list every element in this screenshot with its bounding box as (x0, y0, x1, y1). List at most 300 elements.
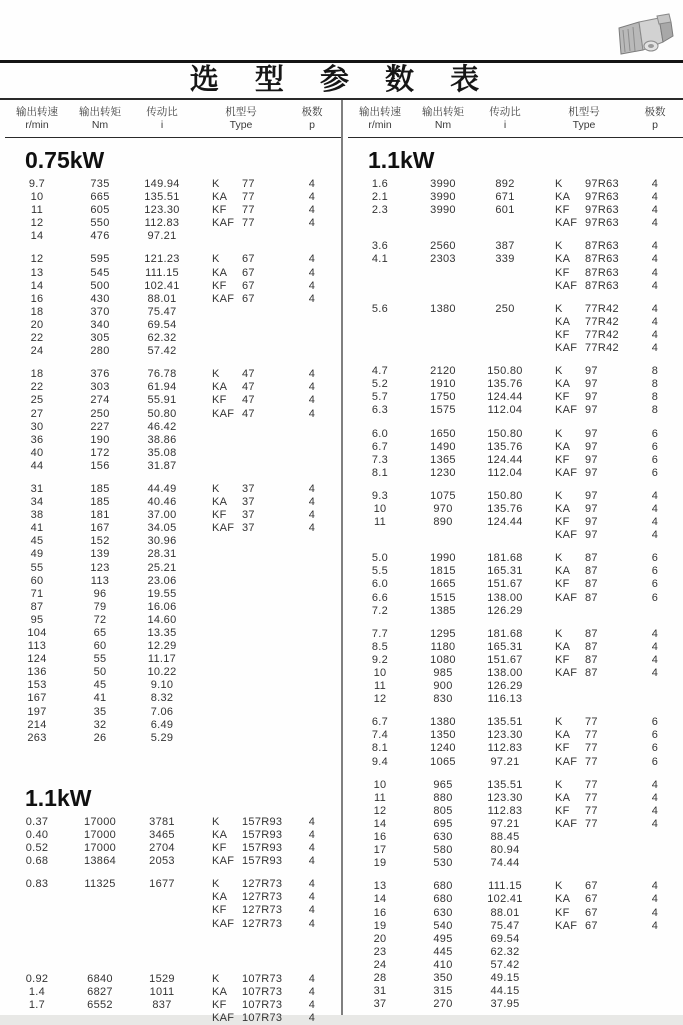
type-prefix: KAF (555, 755, 578, 768)
cell-output-speed: 136 (27, 666, 47, 679)
table-row (348, 654, 683, 667)
cell-poles: 4 (651, 253, 659, 266)
cell-ratio: 116.13 (487, 693, 523, 706)
cell-output-torque: 1240 (430, 742, 456, 755)
cell-poles: 6 (651, 466, 659, 479)
cell-output-torque: 167 (90, 522, 110, 535)
type-model: 77 (585, 791, 598, 804)
type-prefix: KAF (212, 917, 235, 930)
table-row (348, 818, 683, 831)
table-row (5, 253, 341, 266)
type-model: 127R73 (242, 917, 283, 930)
type-prefix: KA (555, 378, 571, 391)
cell-ratio: 80.94 (490, 844, 520, 857)
type-prefix: KF (555, 804, 570, 817)
header-cell (69, 106, 131, 132)
cell-ratio: 123.30 (487, 791, 523, 804)
type-group (348, 490, 683, 542)
cell-output-torque: 17000 (83, 815, 117, 828)
cell-output-speed: 6.7 (371, 716, 389, 729)
cell-ratio: 37.00 (147, 509, 177, 522)
table-column-left (0, 100, 341, 1024)
type-prefix: K (212, 972, 220, 985)
cell-output-torque: 445 (433, 945, 453, 958)
cell-output-speed: 7.3 (371, 453, 389, 466)
cell-output-speed: 87 (30, 600, 44, 613)
table-row (348, 880, 683, 893)
table-row (348, 998, 683, 1011)
cell-output-torque: 1910 (430, 378, 456, 391)
cell-output-speed: 0.52 (25, 842, 49, 855)
cell-output-speed: 37 (373, 998, 387, 1011)
cell-output-torque: 580 (433, 844, 453, 857)
header-unit: r/min (368, 118, 392, 131)
type-model: 77R42 (585, 315, 619, 328)
table-row (5, 293, 341, 306)
type-model: 157R93 (242, 842, 283, 855)
cell-output-speed: 167 (27, 692, 47, 705)
cell-poles: 6 (651, 440, 659, 453)
table-row (348, 191, 683, 204)
type-model: 107R73 (242, 985, 283, 998)
cell-poles: 4 (308, 292, 316, 305)
cell-type (536, 716, 632, 729)
type-prefix: KF (555, 578, 570, 591)
cell-ratio: 181.68 (487, 552, 523, 565)
table-row (348, 729, 683, 742)
cell-output-torque: 376 (90, 368, 110, 381)
table-row (348, 756, 683, 769)
cell-output-speed: 12 (373, 693, 387, 706)
cell-poles: 4 (308, 394, 316, 407)
type-group (348, 178, 683, 230)
table-row (348, 253, 683, 266)
type-group (348, 365, 683, 417)
type-model: 47 (242, 394, 255, 407)
cell-type (536, 529, 632, 542)
table-row (348, 329, 683, 342)
type-group (5, 878, 341, 930)
cell-output-speed: 104 (27, 627, 47, 639)
cell-ratio: 76.78 (147, 368, 177, 381)
column-header (5, 100, 341, 138)
type-model: 97 (585, 378, 598, 391)
cell-output-torque: 1385 (430, 604, 456, 617)
cell-ratio: 6.49 (150, 718, 174, 731)
type-prefix: KF (212, 842, 227, 855)
type-model: 97R63 (585, 191, 619, 204)
type-prefix: K (555, 716, 563, 729)
table-row (348, 972, 683, 985)
cell-type (536, 742, 632, 755)
cell-output-torque: 965 (433, 778, 453, 791)
table-row (5, 640, 341, 653)
cell-output-torque: 185 (90, 482, 110, 495)
cell-poles: 8 (651, 391, 659, 404)
cell-ratio: 44.15 (490, 985, 520, 998)
table-row (348, 391, 683, 404)
cell-output-speed: 25 (30, 394, 44, 407)
cell-output-speed: 11 (30, 204, 44, 217)
table-row (5, 855, 341, 868)
table-row (5, 999, 341, 1012)
type-model: 37 (242, 522, 255, 535)
cell-ratio: 126.29 (487, 604, 523, 617)
type-prefix: KF (555, 328, 570, 341)
cell-output-speed: 4.7 (371, 365, 389, 378)
cell-ratio: 150.80 (487, 365, 523, 378)
type-prefix: KA (212, 891, 228, 904)
cell-ratio: 102.41 (144, 279, 180, 292)
type-prefix: KAF (212, 855, 235, 868)
cell-ratio: 151.67 (487, 578, 523, 591)
cell-output-speed: 14 (30, 230, 44, 243)
type-model: 67 (585, 919, 598, 932)
type-model: 97 (585, 502, 598, 515)
header-cell (348, 106, 412, 132)
cell-poles: 4 (308, 917, 316, 930)
cell-output-speed: 41 (30, 522, 44, 535)
cell-output-torque: 540 (433, 919, 453, 932)
header-label: 传动比 (146, 105, 178, 118)
table-row (348, 792, 683, 805)
cell-output-torque: 1750 (430, 391, 456, 404)
header-label: 输出转速 (16, 105, 58, 118)
table-row (5, 460, 341, 473)
cell-output-speed: 0.83 (25, 878, 49, 891)
type-model: 87R63 (585, 240, 619, 253)
table-row (5, 548, 341, 561)
type-prefix: KF (212, 394, 227, 407)
type-prefix: KA (555, 565, 571, 578)
cell-output-torque: 6840 (87, 972, 113, 985)
cell-poles: 4 (651, 516, 659, 529)
table-row (348, 280, 683, 293)
type-prefix: KF (212, 998, 227, 1011)
cell-output-torque: 1575 (430, 404, 456, 417)
type-prefix: KA (555, 502, 571, 515)
cell-type (536, 441, 632, 454)
cell-output-speed: 36 (30, 433, 44, 446)
type-model: 47 (242, 368, 255, 381)
cell-output-torque: 3990 (430, 191, 456, 204)
cell-output-torque: 181 (90, 509, 110, 522)
cell-poles: 4 (651, 302, 659, 315)
table-row (5, 434, 341, 447)
cell-poles: 6 (651, 427, 659, 440)
type-group (348, 779, 683, 871)
cell-ratio: 124.44 (487, 453, 523, 466)
cell-ratio: 7.06 (150, 705, 174, 718)
table-row (5, 332, 341, 345)
cell-type (193, 178, 289, 191)
type-model: 77 (585, 742, 598, 755)
cell-type (536, 805, 632, 818)
cell-ratio: 57.42 (490, 958, 520, 971)
cell-type (536, 240, 632, 253)
type-prefix: KA (212, 266, 228, 279)
table-row (5, 842, 341, 855)
header-cell (193, 106, 289, 132)
cell-output-speed: 23 (373, 945, 387, 958)
cell-poles: 4 (308, 522, 316, 535)
cell-output-torque: 595 (90, 253, 110, 266)
cell-output-torque: 96 (93, 587, 107, 600)
cell-type (193, 191, 289, 204)
table-row (5, 878, 341, 891)
cell-poles: 4 (308, 368, 316, 381)
type-model: 87 (585, 565, 598, 578)
table-row (348, 503, 683, 516)
header-cell (632, 106, 678, 132)
cell-type (536, 428, 632, 441)
header-unit: Type (229, 118, 253, 131)
type-group (348, 880, 683, 1011)
cell-ratio: 97.21 (147, 230, 177, 243)
cell-output-torque: 3990 (430, 204, 456, 217)
cell-output-speed: 8.1 (371, 742, 389, 755)
cell-ratio: 57.42 (147, 345, 177, 358)
cell-poles: 4 (651, 315, 659, 328)
cell-type (193, 1012, 289, 1025)
cell-output-torque: 274 (90, 394, 110, 407)
cell-poles: 4 (308, 878, 316, 891)
type-prefix: K (212, 368, 220, 381)
cell-output-speed: 1.6 (371, 178, 389, 190)
cell-ratio: 250 (495, 302, 515, 315)
cell-poles: 6 (651, 552, 659, 565)
cell-poles: 4 (308, 253, 316, 266)
table-row (5, 904, 341, 917)
table-row (348, 565, 683, 578)
cell-poles: 4 (651, 791, 659, 804)
cell-type (193, 394, 289, 407)
cell-output-torque: 530 (433, 857, 453, 870)
type-model: 77 (585, 716, 598, 729)
cell-ratio: 46.42 (147, 420, 177, 433)
cell-type (536, 267, 632, 280)
cell-type (193, 855, 289, 868)
table-row (5, 679, 341, 692)
type-prefix: K (212, 178, 220, 190)
cell-ratio: 1011 (149, 985, 175, 998)
type-prefix: KF (555, 453, 570, 466)
type-model: 77R42 (585, 342, 619, 355)
gearmotor-image (613, 12, 675, 62)
type-group (348, 628, 683, 707)
table-row (5, 319, 341, 332)
table-row (5, 575, 341, 588)
cell-output-speed: 10 (30, 191, 44, 204)
cell-ratio: 97.21 (490, 755, 520, 768)
cell-output-speed: 12 (30, 217, 44, 230)
type-model: 157R93 (242, 828, 283, 841)
cell-output-torque: 26 (93, 731, 107, 744)
table-row (348, 441, 683, 454)
cell-type (193, 381, 289, 394)
type-model: 87 (585, 552, 598, 565)
cell-output-torque: 805 (433, 804, 453, 817)
table-row (348, 454, 683, 467)
type-model: 67 (242, 266, 255, 279)
cell-output-speed: 5.7 (371, 391, 389, 404)
type-model: 97 (585, 529, 598, 542)
type-model: 97 (585, 489, 598, 502)
type-model: 67 (242, 292, 255, 305)
type-model: 87R63 (585, 266, 619, 279)
cell-type (536, 565, 632, 578)
table-row (348, 641, 683, 654)
type-prefix: K (212, 815, 220, 828)
cell-output-torque: 340 (90, 318, 110, 331)
cell-output-speed: 5.2 (371, 378, 389, 391)
cell-ratio: 112.83 (487, 742, 523, 755)
cell-output-torque: 79 (93, 600, 107, 613)
table-row (348, 959, 683, 972)
cell-ratio: 165.31 (487, 640, 523, 653)
cell-output-torque: 17000 (83, 842, 117, 855)
table-row (348, 552, 683, 565)
cell-output-speed: 12 (373, 804, 387, 817)
cell-output-torque: 152 (90, 535, 110, 548)
cell-output-torque: 1180 (430, 640, 456, 653)
cell-ratio: 2704 (149, 842, 175, 855)
cell-output-speed: 6.0 (371, 578, 389, 591)
cell-ratio: 112.04 (487, 466, 523, 479)
type-model: 97 (585, 440, 598, 453)
cell-output-torque: 880 (433, 791, 453, 804)
cell-output-speed: 30 (30, 420, 44, 433)
type-group (5, 483, 341, 745)
cell-ratio: 16.06 (147, 600, 177, 613)
cell-type (536, 303, 632, 316)
header-unit: p (652, 118, 658, 131)
cell-output-speed: 6.0 (371, 427, 389, 440)
type-prefix: KAF (555, 279, 578, 292)
cell-output-torque: 1380 (430, 716, 456, 729)
cell-output-torque: 1490 (430, 440, 456, 453)
cell-ratio: 123.30 (487, 729, 523, 742)
header-label: 输出转矩 (79, 105, 121, 118)
cell-output-torque: 410 (433, 958, 453, 971)
type-prefix: KAF (555, 466, 578, 479)
table-row (5, 653, 341, 666)
cell-ratio: 135.51 (487, 716, 523, 729)
table-column-right (341, 100, 683, 1015)
type-prefix: K (212, 482, 220, 495)
cell-output-speed: 12 (30, 253, 44, 266)
type-model: 77 (242, 178, 255, 190)
cell-poles: 4 (651, 204, 659, 217)
type-model: 87 (585, 640, 598, 653)
cell-ratio: 61.94 (147, 381, 177, 394)
cell-type (536, 516, 632, 529)
cell-output-speed: 20 (30, 318, 44, 331)
cell-type (536, 893, 632, 906)
cell-type (193, 891, 289, 904)
type-prefix: KA (555, 791, 571, 804)
cell-output-torque: 605 (90, 204, 110, 217)
type-model: 77R42 (585, 328, 619, 341)
cell-ratio: 75.47 (490, 919, 520, 932)
cell-type (536, 756, 632, 769)
cell-output-torque: 50 (93, 666, 107, 679)
cell-output-speed: 9.4 (371, 755, 389, 768)
cell-poles: 4 (651, 240, 659, 253)
cell-type (536, 342, 632, 355)
table-row (348, 742, 683, 755)
table-row (5, 535, 341, 548)
header-label: 机型号 (568, 105, 600, 118)
cell-output-speed: 214 (27, 718, 47, 731)
cell-ratio: 339 (495, 253, 515, 266)
table-row (348, 404, 683, 417)
cell-type (193, 483, 289, 496)
table-row (5, 614, 341, 627)
cell-output-torque: 1365 (430, 453, 456, 466)
cell-type (536, 641, 632, 654)
type-prefix: KF (212, 279, 227, 292)
table-row (5, 230, 341, 243)
type-prefix: KAF (555, 529, 578, 542)
cell-output-speed: 7.2 (371, 604, 389, 617)
cell-output-speed: 7.4 (371, 729, 389, 742)
cell-output-torque: 350 (433, 971, 453, 984)
table-row (348, 578, 683, 591)
cell-poles: 4 (651, 627, 659, 640)
cell-poles: 4 (651, 640, 659, 653)
cell-ratio: 31.87 (147, 459, 177, 472)
power-section (5, 147, 341, 745)
cell-poles: 8 (651, 378, 659, 391)
cell-ratio: 111.15 (488, 880, 522, 893)
table-row (348, 342, 683, 355)
type-prefix: KA (555, 440, 571, 453)
table-row (5, 918, 341, 931)
cell-type (536, 628, 632, 641)
type-prefix: KAF (555, 817, 578, 830)
cell-ratio: 150.80 (487, 427, 523, 440)
cell-output-speed: 5.5 (371, 565, 389, 578)
cell-output-speed: 45 (30, 535, 44, 548)
cell-type (536, 920, 632, 933)
cell-output-speed: 0.40 (25, 828, 49, 841)
cell-output-torque: 280 (90, 345, 110, 358)
cell-poles: 4 (651, 279, 659, 292)
cell-ratio: 124.44 (487, 516, 523, 529)
cell-poles: 4 (651, 919, 659, 932)
cell-ratio: 88.01 (490, 906, 520, 919)
cell-type (536, 667, 632, 680)
cell-output-torque: 900 (433, 680, 453, 693)
cell-type (193, 904, 289, 917)
type-model: 87 (585, 591, 598, 604)
cell-output-torque: 830 (433, 693, 453, 706)
cell-ratio: 138.00 (487, 591, 523, 604)
cell-output-speed: 22 (30, 381, 44, 394)
type-prefix: KAF (212, 1011, 235, 1024)
cell-output-torque: 1515 (430, 591, 456, 604)
cell-poles: 6 (651, 716, 659, 729)
type-prefix: KF (212, 509, 227, 522)
table-row (5, 280, 341, 293)
table-row (5, 522, 341, 535)
cell-ratio: 601 (495, 204, 515, 217)
header-unit: p (309, 118, 315, 131)
cell-type (536, 552, 632, 565)
cell-output-speed: 16 (373, 906, 387, 919)
cell-output-torque: 550 (90, 217, 110, 230)
